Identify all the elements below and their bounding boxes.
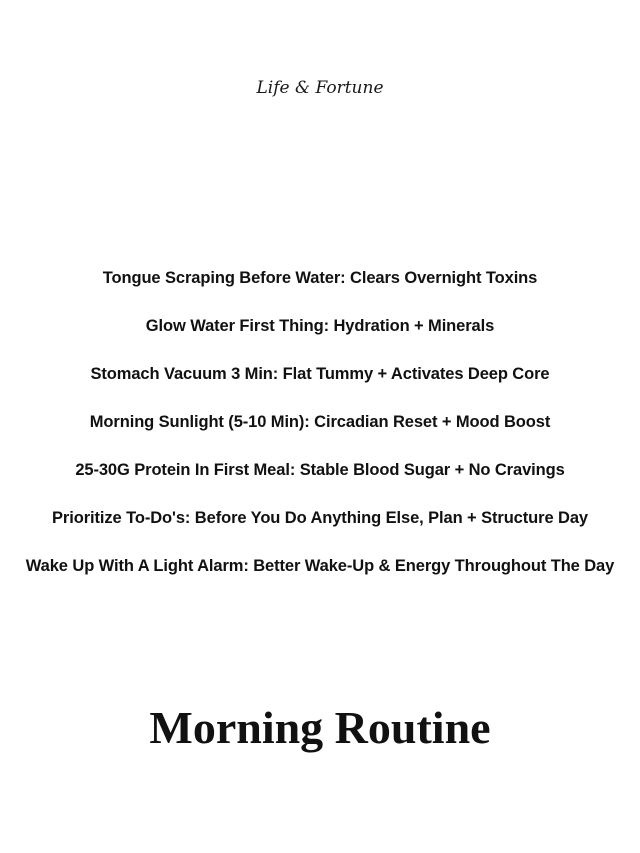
routine-item-morning-sunlight: Morning Sunlight (5-10 Min): Circadian Reset + Mood Boost [89,413,551,431]
routine-item-stomach-vacuum: Stomach Vacuum 3 Min: Flat Tummy + Activates Deep Core [90,365,550,383]
routine-item-prioritize-todos: Prioritize To-Do's: Before You Do Anything Else, Plan + Structure Day [52,509,588,527]
routine-item-protein-meal: 25-30G Protein In First Meal: Stable Blood Sugar + No Cravings [75,461,565,479]
routine-item-glow-water: Glow Water First Thing: Hydration + Minerals [145,317,495,335]
routine-item-tongue-scraping: Tongue Scraping Before Water: Clears Overnight Toxins [102,269,538,287]
page-title: Morning Routine [149,702,491,753]
brand-name: Life & Fortune [256,78,384,98]
routine-item-light-alarm: Wake Up With A Light Alarm: Better Wake-Up & Energy Throughout The Day [25,557,615,575]
routine-list [0,266,640,602]
